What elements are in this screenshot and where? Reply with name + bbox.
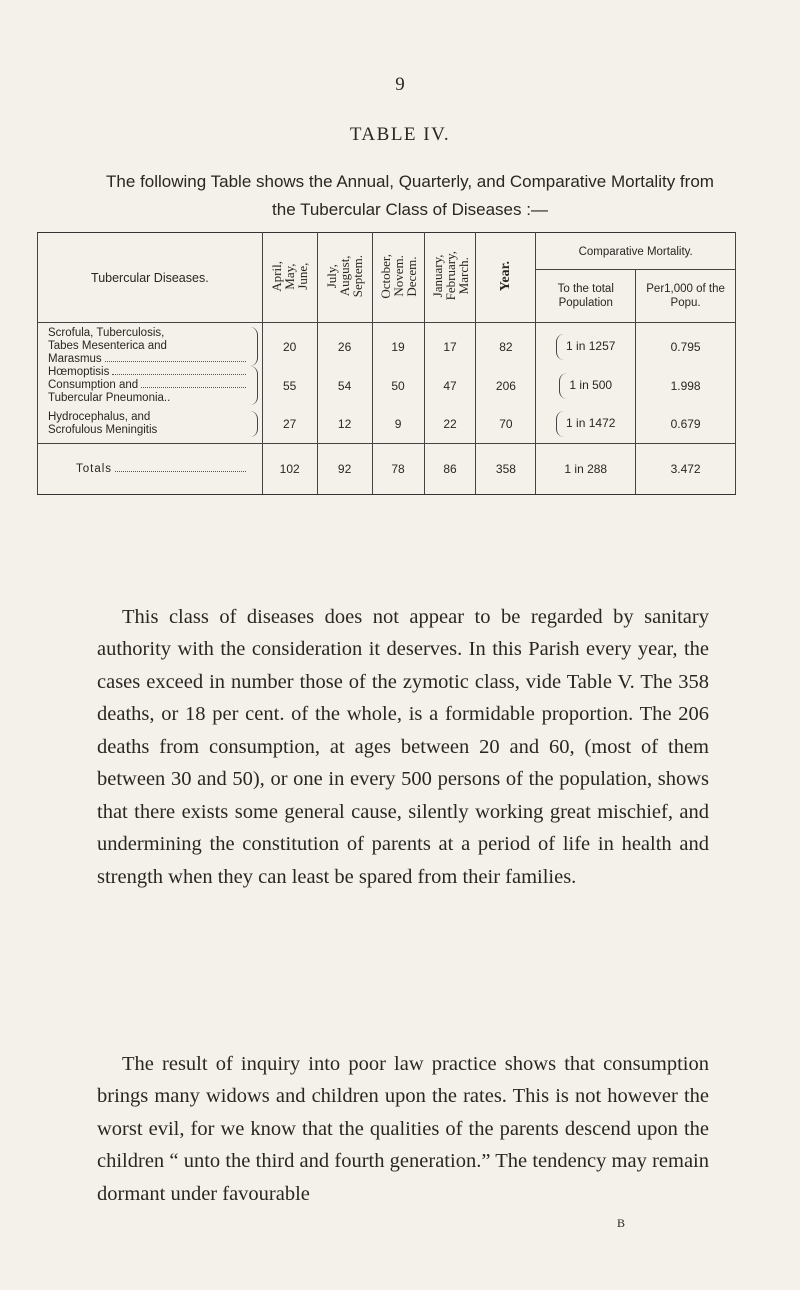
- per-1000-value: 1.998: [636, 366, 736, 405]
- per-1000-value: 0.795: [636, 323, 736, 367]
- header-q4: January, February, March.: [424, 233, 476, 323]
- q2-value: 54: [317, 366, 372, 405]
- year-total: 358: [476, 444, 536, 495]
- disease-group-label: Hœmoptisis Consumption and Tubercular Pneumonia..: [38, 366, 263, 405]
- header-q3: October, Novem. Decem.: [372, 233, 424, 323]
- q3-value: 50: [372, 366, 424, 405]
- paragraph-1: This class of diseases does not appear to be regarded by sanitary authority with the consideration it deserves. In this Parish every year, the cases exceed in number those of the zymotic class, vide Table V. The 358 deaths, or 18 per cent. of the whole, is a formidable proportion. The 206 deaths from consumption, at ages between 20 and 60, (most of them between 30 and 50), or one in every 500 persons of the population, shows that there exists some general cause, silently working great mischief, and undermining the constitution of parents at a period of life in health and strength when they can least be spared from their families.: [97, 605, 709, 888]
- header-per-1000: Per1,000 of the Popu.: [636, 270, 736, 323]
- q4-value: 47: [424, 366, 476, 405]
- header-diseases: Tubercular Diseases.: [38, 233, 263, 323]
- q3-total: 78: [372, 444, 424, 495]
- per-1000-value: 0.679: [636, 405, 736, 444]
- year-value: 206: [476, 366, 536, 405]
- totals-row: [38, 444, 736, 495]
- q4-value: 17: [424, 323, 476, 367]
- q1-value: 20: [262, 323, 317, 367]
- q1-value: 27: [262, 405, 317, 444]
- per-1000-total: 3.472: [636, 444, 736, 495]
- signature-mark: B: [617, 1216, 626, 1230]
- ratio-value: 1 in 500: [536, 366, 636, 405]
- q4-total: 86: [424, 444, 476, 495]
- table-row: [38, 405, 736, 444]
- header-comparative: Comparative Mortality.: [536, 233, 736, 270]
- ratio-value: 1 in 1472: [536, 405, 636, 444]
- ratio-value: 1 in 1257: [536, 323, 636, 367]
- table-title: TABLE IV.: [349, 124, 451, 145]
- header-q1: April, May, June,: [262, 233, 317, 323]
- q3-value: 9: [372, 405, 424, 444]
- header-year: Year.: [476, 233, 536, 323]
- q1-value: 55: [262, 366, 317, 405]
- q2-total: 92: [317, 444, 372, 495]
- year-value: 82: [476, 323, 536, 367]
- q4-value: 22: [424, 405, 476, 444]
- page-number: 9: [395, 74, 405, 95]
- q2-value: 26: [317, 323, 372, 367]
- table-row: [38, 323, 736, 367]
- year-value: 70: [476, 405, 536, 444]
- header-total-population: To the total Population: [536, 270, 636, 323]
- disease-group-label: Hydrocephalus, and Scrofulous Meningitis: [38, 405, 263, 444]
- q3-value: 19: [372, 323, 424, 367]
- q1-total: 102: [262, 444, 317, 495]
- totals-label: Totals: [38, 444, 263, 495]
- disease-group-label: Scrofula, Tuberculosis, Tabes Mesenterica and Marasmus: [38, 323, 263, 367]
- ratio-total: 1 in 288: [536, 444, 636, 495]
- header-q2: July, August, Septem.: [317, 233, 372, 323]
- table-row: [38, 366, 736, 405]
- mortality-table: [37, 232, 736, 495]
- paragraph-2: The result of inquiry into poor law practice shows that consumption brings many widows and children upon the rates. This is not however the worst evil, for we know that the qualities of the parents descend upon the children “ unto the third and fourth generation.” The tendency may remain dormant under favourable: [97, 1052, 709, 1205]
- table-intro: The following Table shows the Annual, Quarterly, and Comparative Mortality from the Tubercular Class of Diseases :—: [106, 172, 714, 219]
- q2-value: 12: [317, 405, 372, 444]
